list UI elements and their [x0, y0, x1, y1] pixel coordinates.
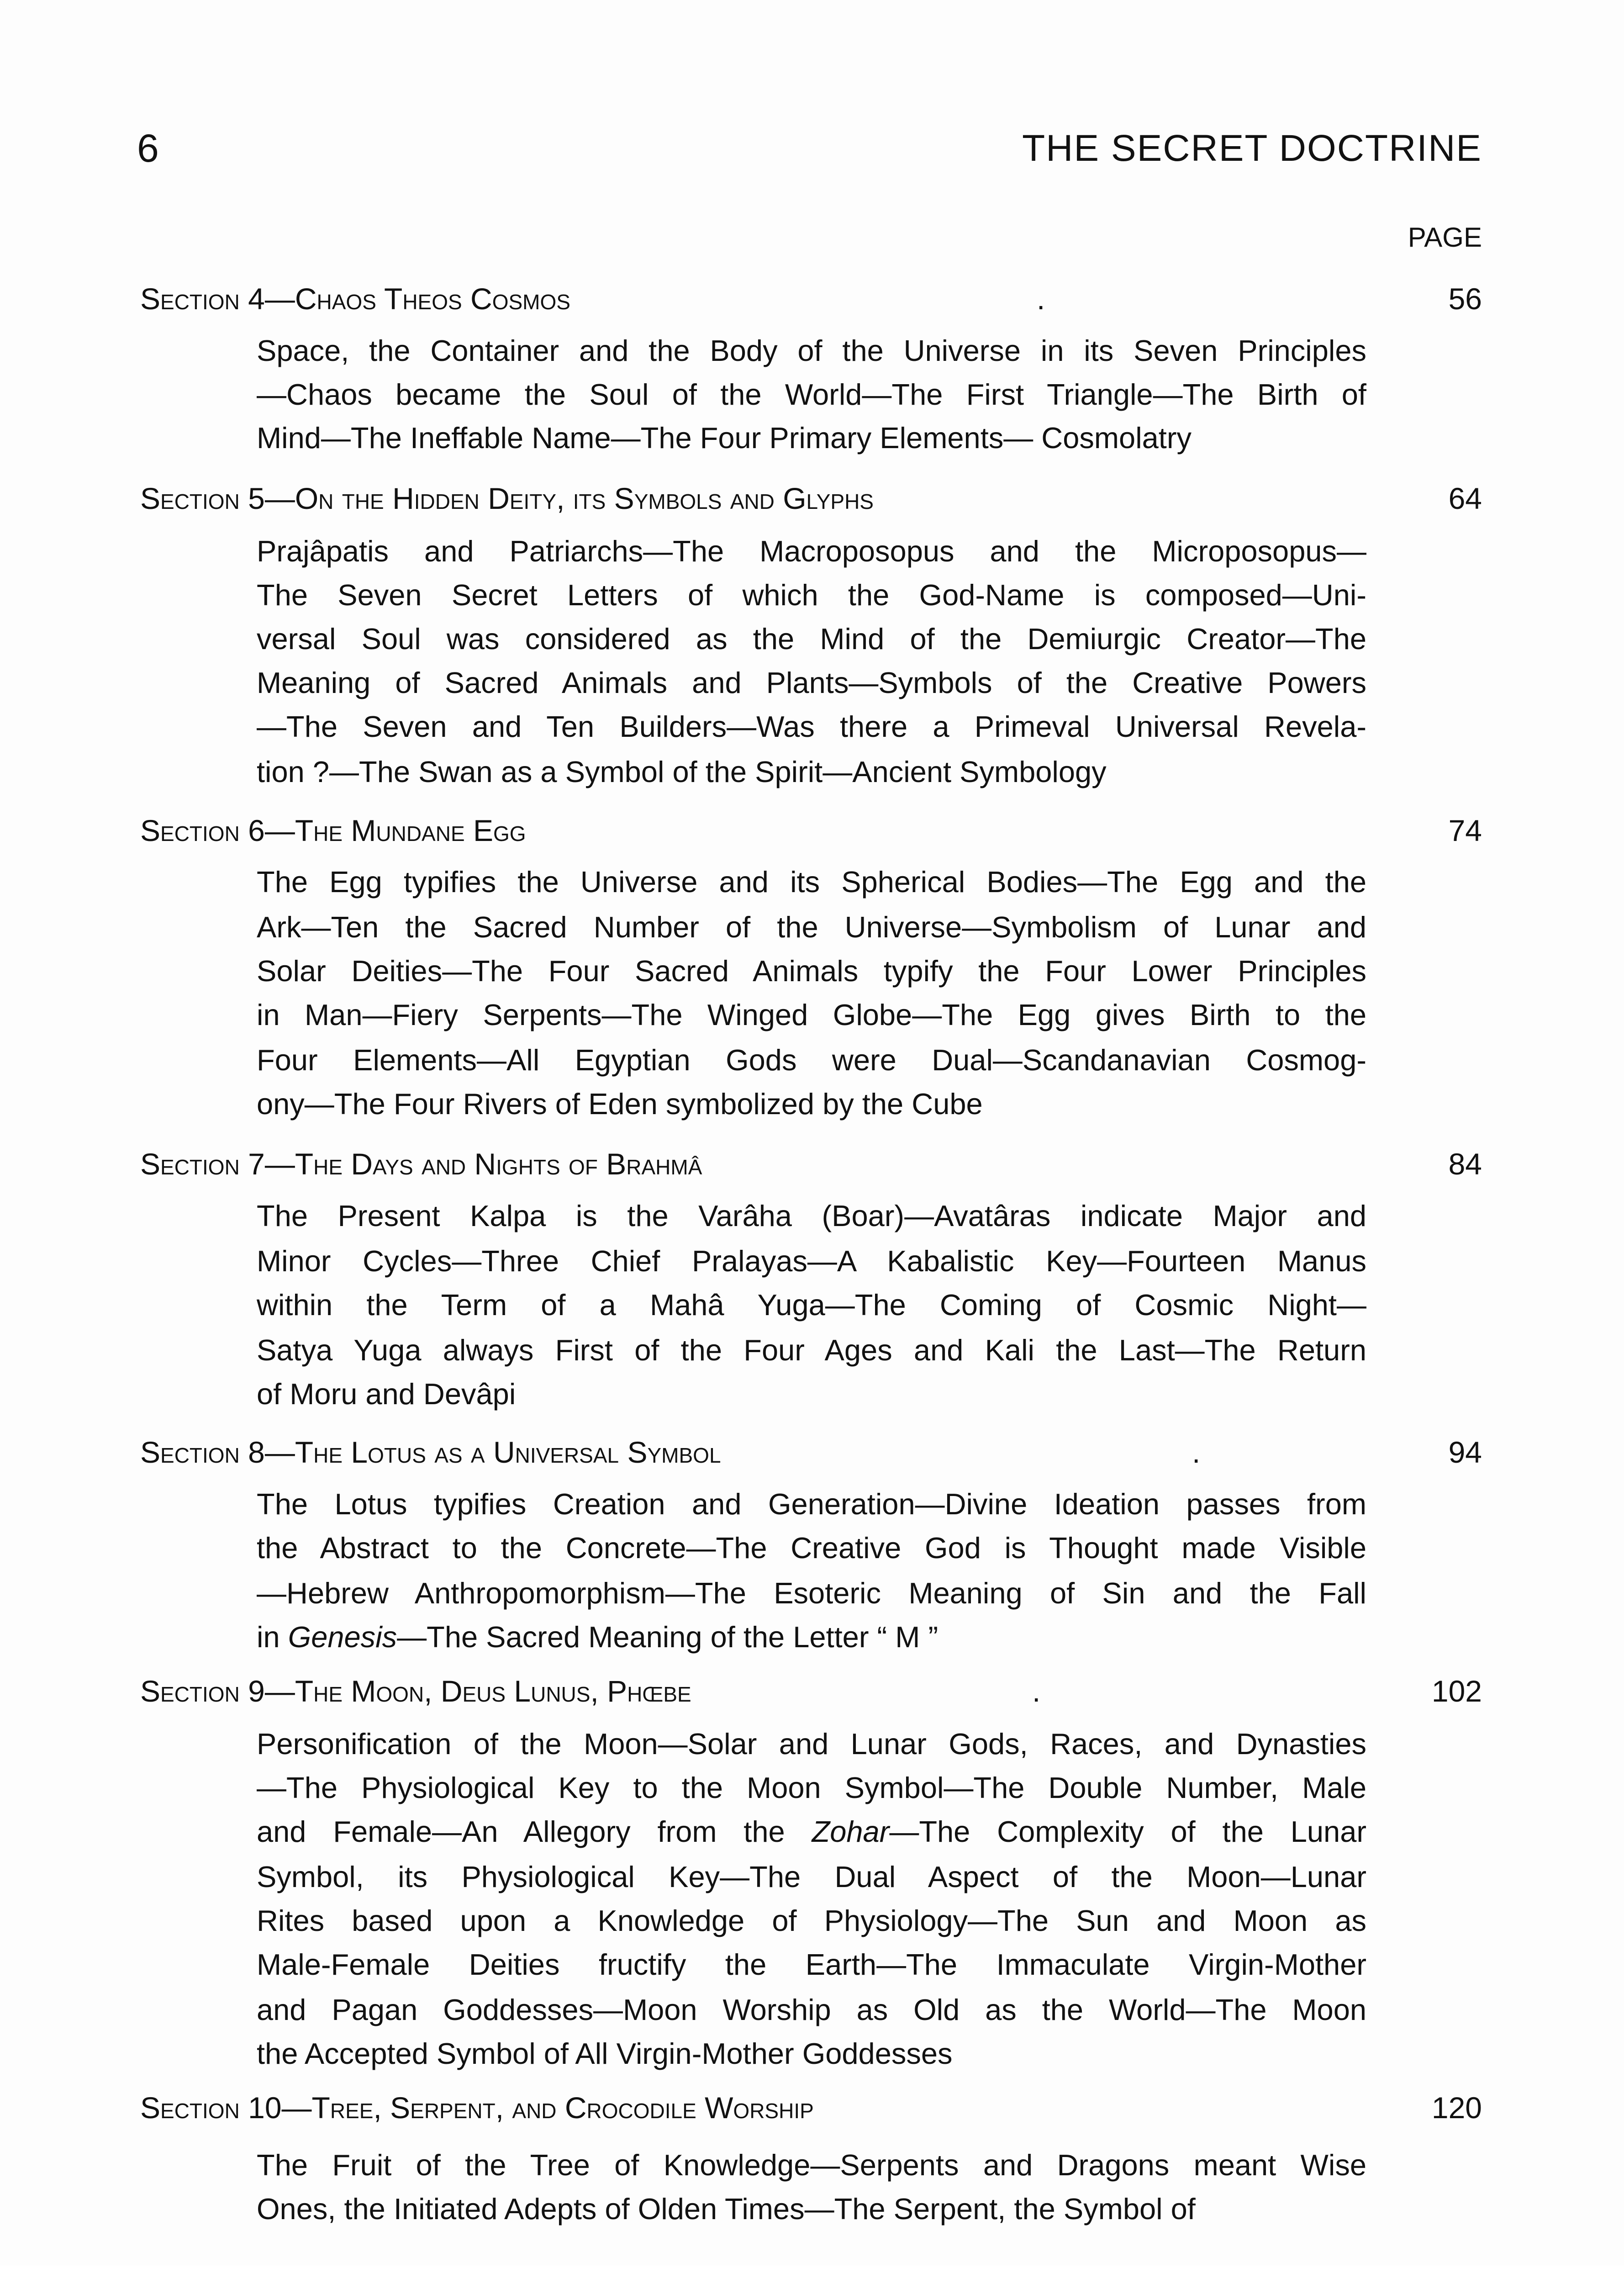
section-heading: Section 9—The Moon, Deus Lunus, Phœbe — [140, 1674, 691, 1708]
section-summary-line: Male-Female Deities fructify the Earth—The Immaculate Virgin-Mother — [257, 1948, 1366, 1981]
section-summary-line: Satya Yuga always First of the Four Ages and Kali the Last—The Return — [257, 1333, 1366, 1367]
section-page-number: 120 — [1431, 2091, 1482, 2125]
section-page-number: 56 — [1448, 282, 1482, 316]
section-summary-line: The Seven Secret Letters of which the God-Name is composed—Uni- — [257, 578, 1366, 612]
running-title: THE SECRET DOCTRINE — [1022, 127, 1482, 169]
section-summary-line: Mind—The Ineffable Name—The Four Primary Elements— Cosmolatry — [257, 421, 1192, 455]
section-page-number: 102 — [1431, 1674, 1482, 1708]
section-page-number: 64 — [1448, 481, 1482, 515]
page-number: 6 — [137, 127, 159, 170]
section-summary-line: Minor Cycles—Three Chief Pralayas—A Kabalistic Key—Fourteen Manus — [257, 1244, 1366, 1278]
leader-dot: . — [1032, 1674, 1041, 1708]
section-summary-line: Personification of the Moon—Solar and Lunar Gods, Races, and Dynasties — [257, 1727, 1366, 1761]
italic-title: Zohar — [812, 1815, 890, 1848]
section-heading: Section 7—The Days and Nights of Brahmâ — [140, 1147, 702, 1181]
section-heading: Section 8—The Lotus as a Universal Symbol — [140, 1435, 721, 1469]
section-summary-line: the Accepted Symbol of All Virgin-Mother Goddesses — [257, 2037, 953, 2070]
section-summary-line: Solar Deities—The Four Sacred Animals typify the Four Lower Principles — [257, 954, 1366, 988]
section-summary-line: —The Seven and Ten Builders—Was there a Primeval Universal Revela- — [257, 710, 1366, 743]
section-summary-line: The Present Kalpa is the Varâha (Boar)—Avatâras indicate Major and — [257, 1199, 1366, 1232]
italic-title: Genesis — [288, 1620, 397, 1654]
section-summary-line: of Moru and Devâpi — [257, 1377, 516, 1411]
section-heading: Section 6—The Mundane Egg — [140, 814, 526, 847]
section-page-number: 84 — [1448, 1147, 1482, 1181]
section-heading: Section 5—On the Hidden Deity, its Symbols and Glyphs — [140, 481, 874, 515]
section-summary-line: The Fruit of the Tree of Knowledge—Serpents and Dragons meant Wise — [257, 2148, 1366, 2182]
section-summary-line: Space, the Container and the Body of the Universe in its Seven Principles — [257, 334, 1366, 367]
section-summary-line: Ark—Ten the Sacred Number of the Universe—Symbolism of Lunar and — [257, 910, 1366, 944]
section-heading: Section 10—Tree, Serpent, and Crocodile Worship — [140, 2091, 814, 2125]
section-heading: Section 4—Chaos Theos Cosmos — [140, 282, 570, 316]
section-summary-line: tion ?—The Swan as a Symbol of the Spirit—Ancient Symbology — [257, 755, 1107, 788]
section-summary-line: the Abstract to the Concrete—The Creative God is Thought made Visible — [257, 1531, 1366, 1565]
section-summary-line: ony—The Four Rivers of Eden symbolized by the Cube — [257, 1087, 983, 1121]
section-summary-line: —Hebrew Anthropomorphism—The Esoteric Meaning of Sin and the Fall — [257, 1576, 1366, 1610]
section-summary-line — [257, 1809, 1366, 1854]
text-segment: —The Sacred Meaning of the Letter “ M ” — [397, 1620, 939, 1654]
page-column-label: PAGE — [1408, 222, 1482, 253]
section-summary-line: —The Physiological Key to the Moon Symbol—The Double Number, Male — [257, 1771, 1366, 1804]
section-summary-line: within the Term of a Mahâ Yuga—The Coming of Cosmic Night— — [257, 1288, 1366, 1322]
leader-dot: . — [1192, 1435, 1201, 1469]
section-summary-line: in Man—Fiery Serpents—The Winged Globe—The Egg gives Birth to the — [257, 998, 1366, 1031]
text-segment: in — [257, 1620, 288, 1654]
section-summary-line: versal Soul was considered as the Mind of the Demiurgic Creator—The — [257, 622, 1366, 656]
section-summary-line: Symbol, its Physiological Key—The Dual Aspect of the Moon—Lunar — [257, 1860, 1366, 1893]
section-summary-line: The Lotus typifies Creation and Generation—Divine Ideation passes from — [257, 1487, 1366, 1521]
section-summary-line: Four Elements—All Egyptian Gods were Dual—Scandanavian Cosmog- — [257, 1043, 1366, 1077]
section-summary-line: Rites based upon a Knowledge of Physiology—The Sun and Moon as — [257, 1904, 1366, 1937]
section-page-number: 74 — [1448, 814, 1482, 847]
section-summary-line: The Egg typifies the Universe and its Spherical Bodies—The Egg and the — [257, 865, 1366, 899]
text-segment: and Female—An Allegory from the — [257, 1815, 812, 1848]
section-summary-line: Meaning of Sacred Animals and Plants—Symbols of the Creative Powers — [257, 666, 1366, 699]
text-segment: —The Complexity of the Lunar — [889, 1815, 1366, 1848]
section-summary-line: Prajâpatis and Patriarchs—The Macroposopus and the Microposopus— — [257, 534, 1366, 568]
section-summary-line — [257, 1615, 1366, 1659]
section-summary-line: Ones, the Initiated Adepts of Olden Times—The Serpent, the Symbol of — [257, 2192, 1196, 2226]
section-summary-line: —Chaos became the Soul of the World—The First Triangle—The Birth of — [257, 378, 1366, 411]
section-page-number: 94 — [1448, 1435, 1482, 1469]
section-summary-line: and Pagan Goddesses—Moon Worship as Old as the World—The Moon — [257, 1993, 1366, 2026]
leader-dot: . — [1037, 282, 1045, 316]
